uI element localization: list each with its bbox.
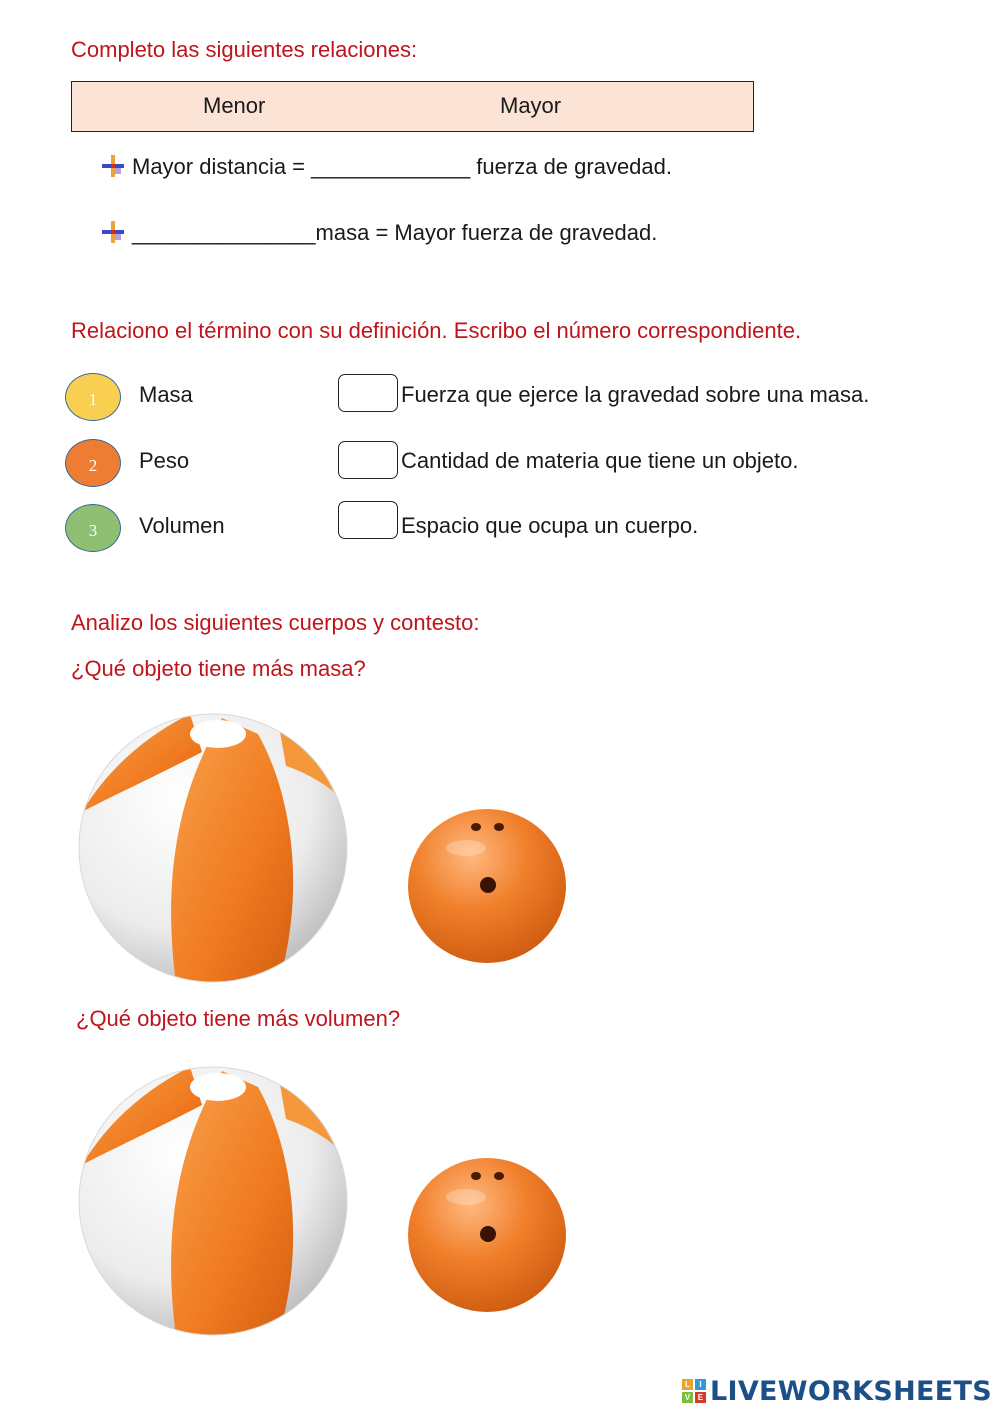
word-bank-menor: Menor [203, 93, 266, 118]
term-number-2: 2 [65, 439, 121, 487]
definition-2: Cantidad de materia que tiene un objeto. [401, 448, 799, 473]
section3-heading: Analizo los siguientes cuerpos y contesto: [71, 610, 480, 635]
liveworksheets-logo [682, 1376, 992, 1406]
question-mass: ¿Qué objeto tiene más masa? [71, 656, 366, 681]
bowling-ball-image[interactable] [406, 1155, 568, 1313]
question-volume: ¿Qué objeto tiene más volumen? [76, 1006, 401, 1031]
definition-3: Espacio que ocupa un cuerpo. [401, 513, 699, 538]
answer-box-1[interactable] [338, 374, 398, 412]
section2-heading: Relaciono el término con su definición. Escribo el número correspondiente. [71, 318, 802, 343]
term-number-1: 1 [65, 373, 121, 421]
term-peso: Peso [139, 448, 190, 473]
term-masa: Masa [139, 382, 193, 407]
answer-box-2[interactable] [338, 441, 398, 479]
word-bank-mayor: Mayor [500, 93, 562, 118]
relation-line-2: _______________masa = Mayor fuerza de gravedad. [132, 220, 658, 245]
bowling-ball-image[interactable] [406, 806, 568, 964]
answer-box-3[interactable] [338, 501, 398, 539]
beach-ball-image[interactable] [72, 712, 354, 984]
relation-line-1: Mayor distancia = _____________ fuerza de gravedad. [132, 154, 672, 179]
word-bank-box [71, 81, 754, 132]
beach-ball-image[interactable] [72, 1065, 354, 1337]
bullet-icon [101, 154, 125, 178]
bullet-icon [101, 220, 125, 244]
logo-grid-icon: L I V E [682, 1379, 706, 1403]
term-volumen: Volumen [139, 513, 225, 538]
definition-1: Fuerza que ejerce la gravedad sobre una masa. [401, 382, 870, 407]
logo-text: LIVEWORKSHEETS [709, 1375, 992, 1407]
term-number-3: 3 [65, 504, 121, 552]
section1-heading: Completo las siguientes relaciones: [71, 37, 418, 62]
